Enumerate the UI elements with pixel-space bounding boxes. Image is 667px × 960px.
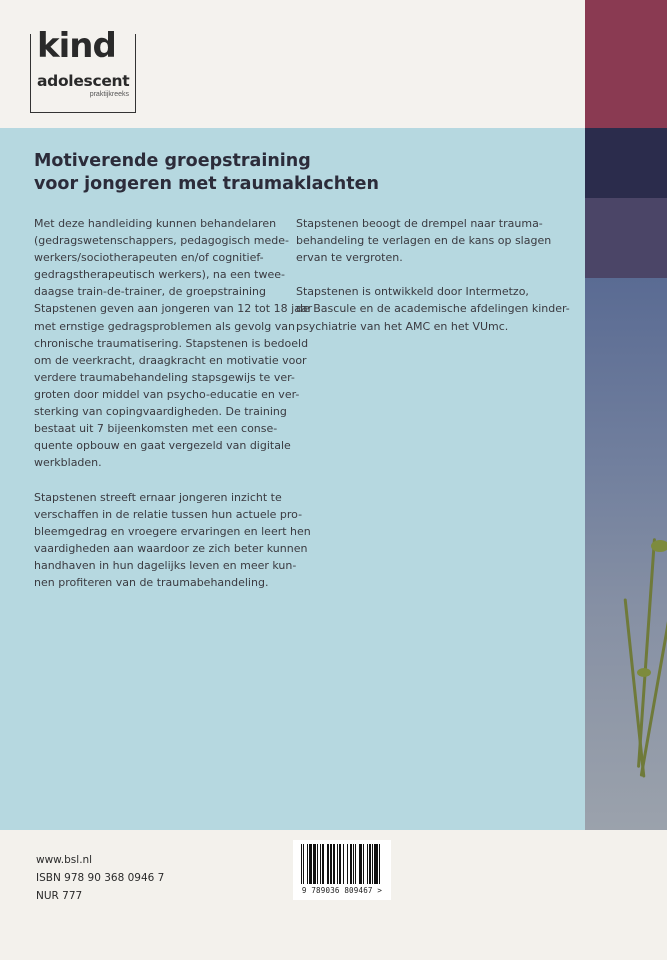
purple-color-strip — [585, 198, 667, 278]
isbn-number: ISBN 978 90 368 0946 7 — [36, 872, 165, 884]
logo-word-adolescent: adolescent — [37, 72, 130, 90]
text-line: daagse train-de-trainer, de groepstraining — [34, 285, 266, 299]
text-line: Stapstenen beoogt de drempel naar trauma- — [296, 217, 543, 230]
paragraph — [34, 489, 311, 592]
photo-strip — [585, 278, 667, 830]
text-line: gedragstherapeutisch werkers), na een twee- — [34, 268, 285, 282]
text-line: handhaven in hun dagelijks leven en meer kun- — [34, 558, 297, 572]
right-text-column — [296, 215, 576, 335]
text-line: werkers/sociotherapeuten en/of cognitief- — [34, 251, 264, 265]
barcode-digits: 9 789036 809467 > — [301, 886, 383, 895]
text-line: psychiatrie van het AMC en het VUmc. — [296, 319, 509, 333]
back-cover-title — [34, 150, 554, 196]
text-line: bestaat uit 7 bijeenkomsten met een conse- — [34, 422, 278, 436]
text-line: de Bascule en de academische afdelingen kinder- — [296, 302, 570, 316]
barcode-label — [293, 840, 391, 900]
imprint-block — [36, 851, 164, 905]
publisher-logo — [30, 26, 136, 113]
text-line: verschaffen in de relatie tussen hun actuele pro- — [34, 507, 303, 521]
text-line: ervan te vergroten. — [296, 251, 403, 265]
text-line: werkbladen. — [34, 456, 102, 470]
text-line: behandeling te verlagen en de kans op slagen — [296, 234, 552, 248]
text-line: Met deze handleiding kunnen behandelaren — [34, 217, 277, 230]
text-line: Stapstenen geven aan jongeren van 12 tot 18 jaar — [34, 302, 313, 316]
paragraph — [296, 215, 576, 266]
title-line: voor jongeren met traumaklachten — [34, 174, 379, 194]
paragraph-gap — [296, 266, 576, 283]
text-line: bleemgedrag en vroegere ervaringen en leert hen — [34, 524, 311, 538]
text-line: met ernstige gedragsproblemen als gevolg van — [34, 319, 295, 333]
barcode-icon — [301, 844, 383, 884]
leaf-shape — [637, 668, 651, 677]
text-line: quente opbouw en gaat vergezeld van digitale — [34, 439, 291, 453]
text-line: Stapstenen is ontwikkeld door Intermetzo, — [296, 285, 529, 299]
logo-series-label: praktijkreeks — [89, 91, 129, 98]
text-line: verdere traumabehandeling stapsgewijs te ver- — [34, 370, 295, 384]
barcode-space — [380, 844, 382, 884]
publisher-website: www.bsl.nl — [36, 854, 93, 866]
leaf-shape — [651, 540, 667, 552]
text-line: groten door middel van psycho-educatie en ver- — [34, 387, 300, 401]
maroon-color-strip — [585, 0, 667, 128]
navy-color-strip — [585, 128, 667, 198]
text-line: chronische traumatisering. Stapstenen is bedoeld — [34, 336, 309, 350]
text-line: sterking van copingvaardigheden. De training — [34, 405, 287, 419]
nur-code: NUR 777 — [36, 890, 83, 902]
text-line: nen profiteren van de traumabehandeling. — [34, 575, 269, 589]
text-line: (gedragswetenschappers, pedagogisch mede- — [34, 234, 289, 248]
text-line: vaardigheden aan waardoor ze zich beter kunnen — [34, 541, 308, 555]
text-line: Stapstenen streeft ernaar jongeren inzicht te — [34, 490, 282, 504]
logo-word-kind: kind — [37, 26, 116, 66]
paragraph — [34, 215, 313, 471]
left-text-column — [34, 215, 313, 591]
text-line: om de veerkracht, draagkracht en motivatie voor — [34, 353, 307, 367]
paragraph — [296, 283, 576, 334]
paragraph-gap — [34, 471, 296, 488]
title-line: Motiverende groepstraining — [34, 151, 311, 171]
